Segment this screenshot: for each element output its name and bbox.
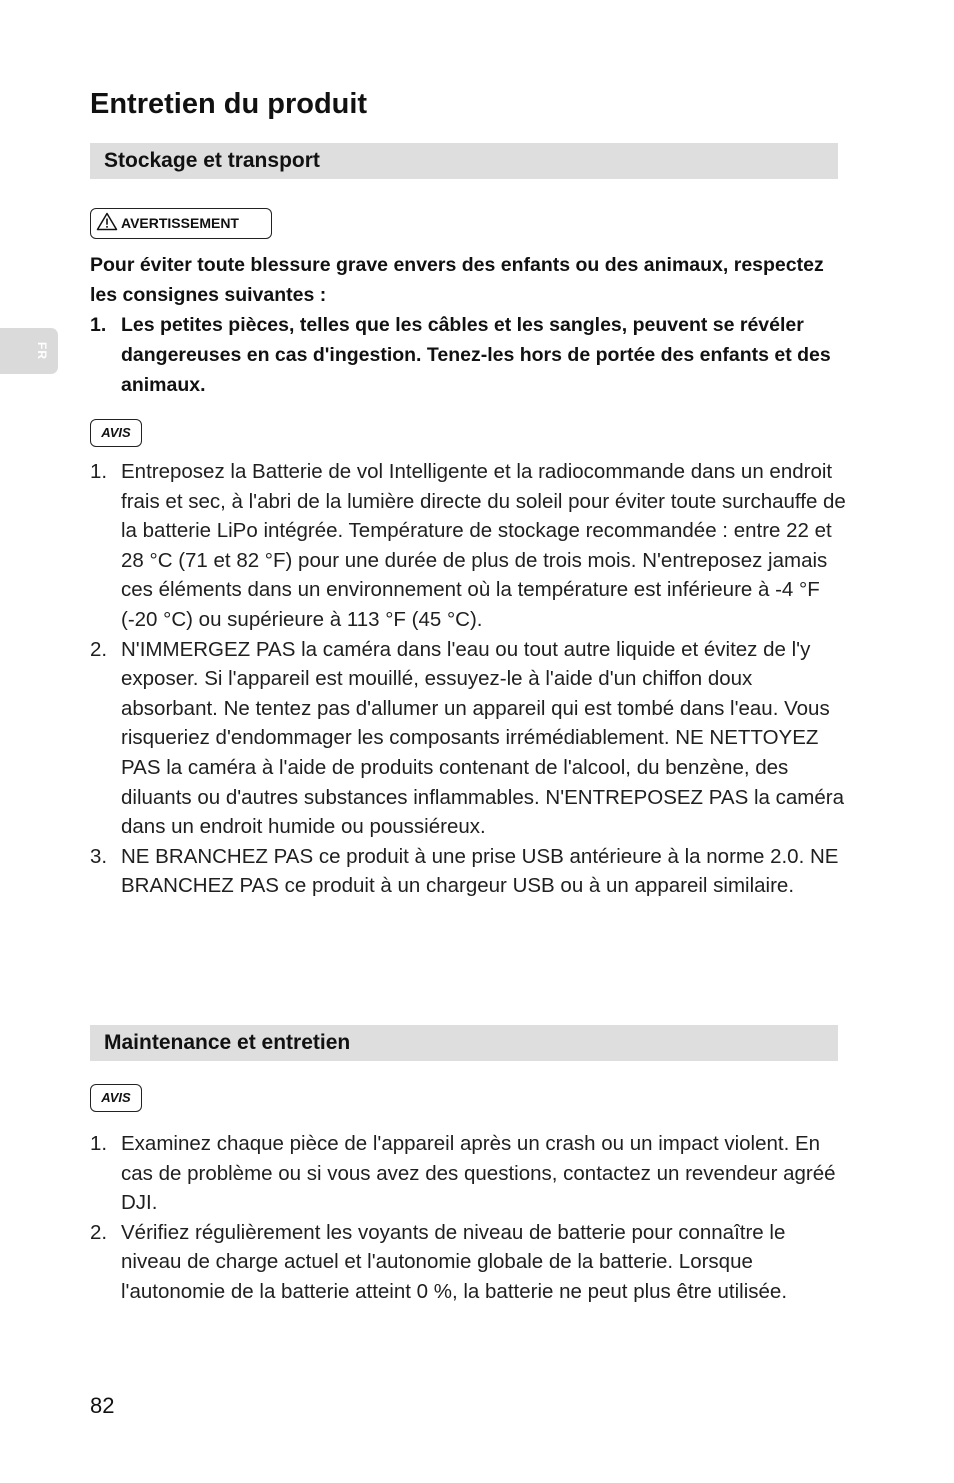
list-item [90, 842, 850, 901]
list-item-text: Les petites pièces, telles que les câbles et les sangles, peuvent se révéler dangereuses en cas d'ingestion. Tenez-les hors de portée des enfants et des animaux. [121, 314, 831, 396]
notice-badge-maintenance: AVIS [90, 1084, 142, 1112]
language-tab-label: FR [35, 342, 49, 360]
warning-list [90, 310, 850, 400]
section-heading-maintenance: Maintenance et entretien [90, 1025, 838, 1061]
list-item-text: Examinez chaque pièce de l'appareil après un crash ou un impact violent. En cas de problème ou si vous avez des questions, contactez un revendeur agréé DJI. [121, 1132, 836, 1215]
list-item-text: N'IMMERGEZ PAS la caméra dans l'eau ou tout autre liquide et évitez de l'y exposer. Si l'appareil est mouillé, essuyez-le à l'aide d'un chiffon doux absorbant. Ne tentez pas d'allumer un appareil qui est tombé dans l'eau. Vous risqueriez d'endommager les composants irrémédiablement. NE NETTOYEZ PAS la caméra à l'aide de produits contenant de l'alcool, du benzène, des diluants ou d'autres substances inflammables. N'ENTREPOSEZ PAS la caméra dans un endroit humide ou poussiéreux. [121, 637, 844, 839]
language-tab [0, 328, 58, 374]
page-number: 82 [90, 1393, 115, 1418]
warning-badge [90, 208, 272, 239]
warning-triangle-icon [96, 212, 118, 231]
warning-badge-label: AVERTISSEMENT [121, 215, 239, 231]
list-item-text: NE BRANCHEZ PAS ce produit à une prise USB antérieure à la norme 2.0. NE BRANCHEZ PAS ce produit à un chargeur USB ou à un appareil similaire. [121, 844, 839, 898]
notice-badge-storage: AVIS [90, 419, 142, 447]
list-item-number: 1. [90, 314, 107, 336]
section-heading-storage: Stockage et transport [90, 143, 838, 179]
warning-intro: Pour éviter toute blessure grave envers des enfants ou des animaux, respectez les consignes suivantes : [90, 254, 824, 306]
list-item-number: 1. [90, 1132, 108, 1155]
list-item [90, 310, 850, 400]
maintenance-notice-list [90, 1129, 850, 1307]
list-item [90, 457, 850, 635]
storage-notice-list [90, 457, 850, 901]
list-item-number: 1. [90, 460, 108, 483]
list-item [90, 1129, 850, 1218]
list-item [90, 1218, 850, 1307]
list-item-text: Vérifiez régulièrement les voyants de niveau de batterie pour connaître le niveau de charge actuel et l'autonomie globale de la batterie. Lorsque l'autonomie de la batterie atteint 0 %, la batterie ne peut plus être utilisée. [121, 1220, 788, 1303]
warning-block [90, 250, 850, 400]
page-title: Entretien du produit [90, 88, 368, 120]
list-item-number: 2. [90, 637, 108, 661]
list-item-number: 2. [90, 1220, 108, 1244]
list-item [90, 635, 850, 842]
list-item-text: Entreposez la Batterie de vol Intelligente et la radiocommande dans un endroit frais et sec, à l'abri de la lumière directe du soleil pour éviter toute surchauffe de la batterie LiPo intégrée. Température de stockage recommandée : entre 22 et 28 °C (71 et 82 °F) pour une durée de plus de trois mois. N'entreposez jamais ces éléments dans un environnement où la température est inférieure à -4 °F (-20 °C) ou supérieure à 113 °F (45 °C). [121, 460, 846, 631]
list-item-number: 3. [90, 844, 108, 868]
